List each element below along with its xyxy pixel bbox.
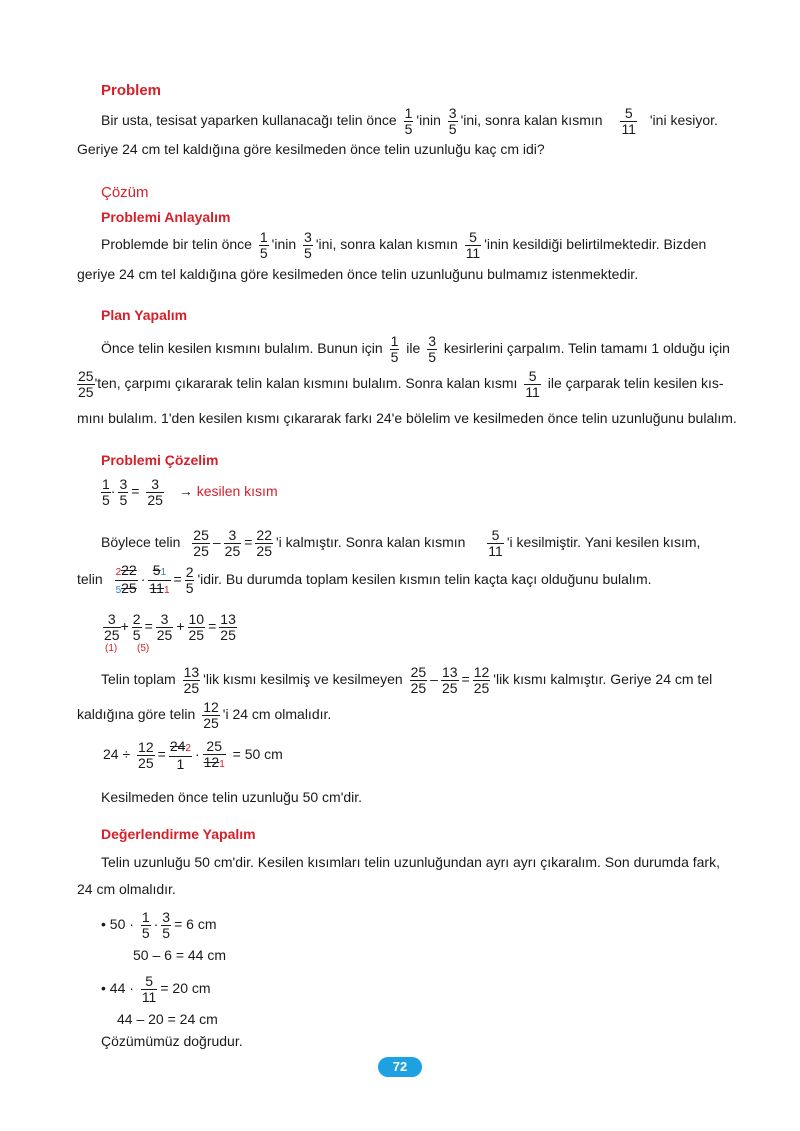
arrow-icon: → [178, 483, 193, 500]
fraction: $\frac{1}{5}$ [102, 476, 110, 508]
anlayalim-line-2: geriye 24 cm tel kaldığına göre kesilmeden önce telin uzunluğunu bulmamız istenmektedir. [77, 266, 639, 282]
plan-line-2 [77, 369, 724, 400]
fraction: $\frac{12}{25}$ [473, 664, 490, 696]
text: 'ini, sonra kalan kısmın [315, 236, 458, 253]
text: 'inin [416, 112, 441, 129]
fraction: $\frac{10}{25}$ [188, 611, 205, 643]
text: 'ten, çarpımı çıkararak telin kalan kısmını bulalım. Sonra kalan kısmı [94, 375, 518, 392]
fraction: $\frac{1}{5}$ [259, 229, 268, 261]
expansion-1: (1) [105, 643, 118, 654]
degerlendirme-line-1: Telin uzunluğu 50 cm'dir. Kesilen kısımları telin uzunluğundan ayrı ayrı çıkaralım. Son durumda fark, [101, 854, 720, 870]
plan-line-1 [101, 334, 730, 365]
fraction: $\frac{3}{25}$ [224, 527, 241, 559]
fraction: $\frac{25}{25}$ [410, 664, 427, 696]
equation-sum: $\frac{3}{25}$ + $\frac{2}{5}$ = $\frac{3}{25}$ + $\frac{10}{25}$ = $\frac{13}{25}$ [104, 611, 236, 643]
text: = 20 cm [160, 980, 211, 997]
text: = 50 cm [232, 746, 283, 763]
degerlendirme-heading: Değerlendirme Yapalım [101, 826, 256, 842]
cozelim-heading: Problemi Çözelim [101, 452, 219, 468]
boylece-line-1: Böylece telin $\frac{25}{25}$ – $\frac{3}{25}$ = $\frac{22}{25}$ 'i kalmıştır. Sonra kalan kısmın $\frac{5}{11}$ 'i kesilmiştir. Yani kesilen kısım, [101, 527, 701, 559]
fraction: $\frac{3}{25}$ [156, 611, 173, 643]
text: = 6 cm [174, 916, 217, 933]
problem-line-2: Geriye 24 cm tel kaldığına göre kesilmeden önce telin uzunluğu kaç cm idi? [77, 141, 545, 157]
text: 'i kesilmiştir. Yani kesilen kısım, [506, 534, 701, 551]
text: 'inin kesildiği belirtilmektedir. Bizden [484, 236, 707, 253]
fraction: $\frac{1}{5}$ [141, 909, 150, 941]
fraction: $\frac{12}{25}$ [203, 699, 219, 731]
fraction: $\frac{5}{11}$ [488, 527, 503, 559]
text: 'ini, sonra kalan kısmın [460, 112, 603, 129]
anlayalim-line-1 [101, 230, 706, 261]
fraction: $\frac{12}{25}$ [138, 739, 154, 771]
problem-line-1 [101, 106, 718, 137]
fraction: $\frac{3}{5}$ [119, 476, 128, 508]
fraction: $\frac{2}{5}$ [132, 611, 141, 643]
problem-heading: Problem [101, 82, 162, 99]
anlayalim-heading: Problemi Anlayalım [101, 209, 231, 225]
text: telin [77, 571, 103, 588]
plan-heading: Plan Yapalım [101, 307, 188, 323]
text: kesirlerini çarpalım. Telin tamamı 1 olduğu için [443, 340, 730, 357]
text: 44 · [109, 980, 134, 997]
text: Önce telin kesilen kısmını bulalım. Bunun için [101, 340, 383, 357]
fraction: $\frac{13}{25}$ [183, 664, 200, 696]
fraction: $\frac{25}{121}$ [203, 738, 225, 770]
fraction: $\frac{5}{11}$ [621, 105, 636, 137]
conclusion: Kesilmeden önce telin uzunluğu 50 cm'dir. [101, 789, 363, 805]
text: ile [406, 340, 421, 357]
fraction: $\frac{22}{25}$ [256, 527, 272, 559]
boylece-line-2: telin $\frac{222}{525}$ · $\frac{51}{111}$ = $\frac{2}{5}$ 'idir. Bu durumda toplam kesilen kısmın telin kaçta kaçı olduğunu bulalım. [77, 562, 652, 596]
text: 'ini kesiyor. [649, 112, 718, 129]
text: Böylece telin [101, 534, 181, 551]
fraction: $\frac{5}{11}$ [525, 368, 540, 400]
fraction: $\frac{51}{111}$ [149, 562, 170, 596]
fraction: $\frac{3}{5}$ [448, 105, 457, 137]
text: 'lik kısmı kesilmiş ve kesilmeyen [203, 671, 403, 688]
fraction: $\frac{5}{11}$ [465, 229, 481, 261]
fraction: $\frac{1}{5}$ [404, 105, 413, 137]
text: Problemde bir telin önce [101, 236, 252, 253]
page-number-badge: 72 [378, 1057, 422, 1077]
kaldigina-line [77, 700, 331, 731]
fraction: $\frac{25}{25}$ [78, 368, 94, 400]
text: 'inin [271, 236, 297, 253]
text: 'idir. Bu durumda toplam kesilen kısmın telin kaçta kaçı olduğunu bulalım. [197, 571, 652, 588]
bullet-icon: • [101, 980, 106, 997]
fraction: $\frac{2}{5}$ [185, 564, 194, 596]
fraction: $\frac{3}{5}$ [428, 333, 436, 365]
fraction: $\frac{3}{25}$ [104, 611, 120, 643]
text: Telin toplam [101, 671, 176, 688]
text: 'i 24 cm olmalıdır. [222, 706, 332, 723]
fraction: $\frac{1}{5}$ [390, 333, 399, 365]
text: 'i kalmıştır. Sonra kalan kısmın [276, 534, 466, 551]
bullet-2 [101, 974, 211, 1005]
cozum-heading: Çözüm [101, 184, 149, 201]
bullet-2-sub: 44 – 20 = 24 cm [117, 1011, 218, 1027]
text: Bir usta, tesisat yaparken kullanacağı telin önce [101, 112, 397, 129]
fraction: $\frac{25}{25}$ [193, 527, 209, 559]
fraction: $\frac{3}{5}$ [304, 229, 312, 261]
text: ile çarparak telin kesilen kıs- [547, 375, 724, 392]
bullet-icon: • [101, 916, 106, 933]
fraction: $\frac{3}{25}$ [147, 476, 163, 508]
text: kaldığına göre telin [77, 706, 196, 723]
equation-1: $\frac{1}{5}$ · $\frac{3}{5}$ = $\frac{3}{25}$ → kesilen kısım [102, 476, 278, 508]
expansion-5: (5) [137, 643, 150, 654]
fraction: $\frac{242}{1}$ [169, 738, 191, 772]
bullet-1-sub: 50 – 6 = 44 cm [133, 947, 227, 963]
degerlendirme-line-2: 24 cm olmalıdır. [77, 881, 176, 897]
kesilen-kisim-label: kesilen kısım [196, 483, 278, 500]
telin-toplam-line: Telin toplam $\frac{13}{25}$ 'lik kısmı kesilmiş ve kesilmeyen $\frac{25}{25}$ – $\frac{13}{25}$ = $\frac{12}{25}$ 'lik kısmı kalmıştır. Geriye 24 cm tel [101, 664, 713, 696]
equation-division: 24 ÷ $\frac{12}{25}$ = $\frac{242}{1}$ · $\frac{25}{121}$ = 50 cm [103, 738, 283, 772]
bullet-1: • 50 · $\frac{1}{5}$ · $\frac{3}{5}$ = 6 cm [101, 909, 217, 941]
text: 'lik kısmı kalmıştır. Geriye 24 cm tel [493, 671, 713, 688]
fraction: $\frac{5}{11}$ [141, 973, 157, 1005]
final-statement: Çözümümüz doğrudur. [101, 1033, 243, 1049]
fraction: $\frac{222}{525}$ [115, 562, 137, 596]
fraction: $\frac{13}{25}$ [220, 611, 236, 643]
plan-line-3: mını bulalım. 1'den kesilen kısmı çıkararak farkı 24'e bölelim ve kesilmeden önce telin uzunluğunu bulalım. [77, 410, 737, 426]
text: 50 · [109, 916, 134, 933]
fraction: $\frac{3}{5}$ [162, 909, 171, 941]
fraction: $\frac{13}{25}$ [441, 664, 458, 696]
